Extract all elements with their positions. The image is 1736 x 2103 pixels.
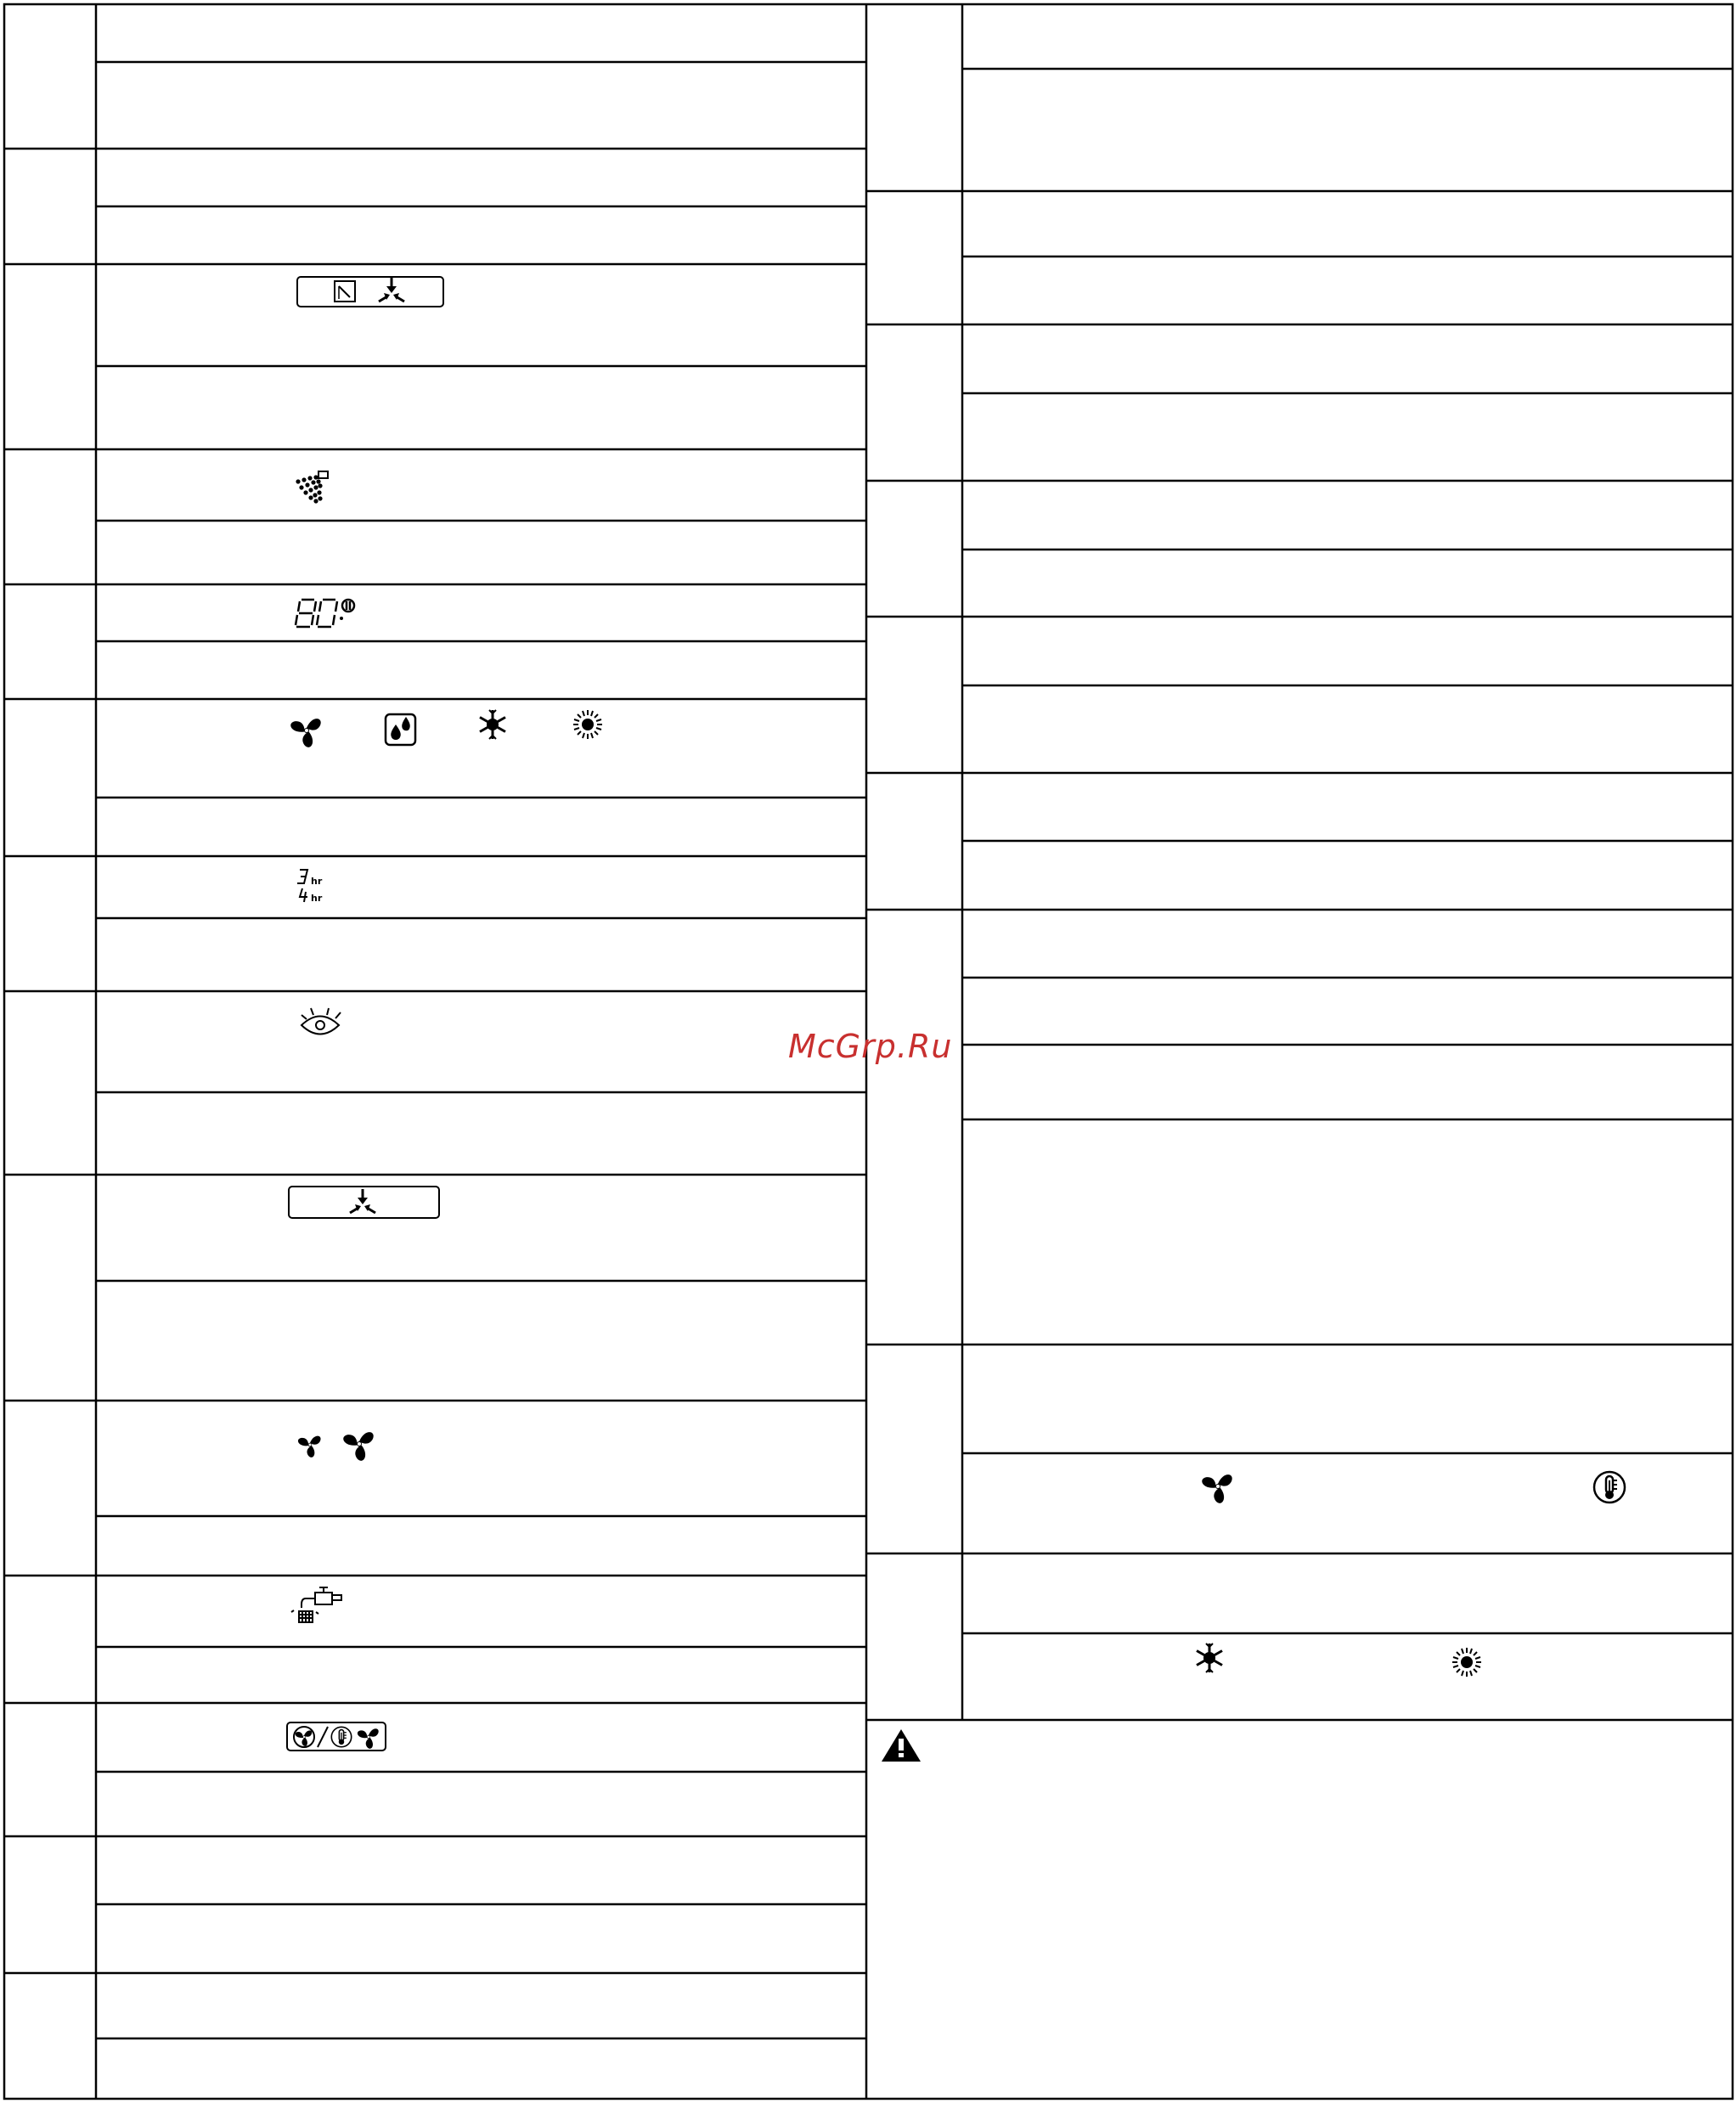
svg-text:hr: hr [311,876,323,887]
snow-fan-icon [294,1727,314,1747]
spray-icon [296,471,328,504]
snowflake-cool-icon [480,710,505,739]
remote-sensor-button-box [297,277,443,307]
fan-icon [1201,1474,1232,1505]
remote-sensor-icon [335,281,355,302]
seven-segment-display-icon [296,600,354,627]
svg-text:hr: hr [311,893,323,904]
dry-drop-icon [386,714,415,745]
thermometer-icon [1594,1472,1625,1503]
sun-heat-icon [573,710,602,739]
sun-heat-icon [1452,1648,1481,1677]
warning-triangle-icon [882,1729,921,1762]
water-tap-filter-icon [291,1587,341,1622]
snowflake-cool-icon [1197,1643,1222,1672]
thermometer-icon [331,1727,351,1746]
airflow-converge-icon [379,278,404,302]
timer-3hr-4hr-icon [297,870,323,904]
slash-divider [318,1727,328,1747]
fan-large-icon [342,1432,374,1463]
watermark: McGrp.Ru [788,1028,953,1065]
airflow-converge-icon [350,1189,375,1213]
fan-icon [290,719,321,749]
fan-small-icon [297,1435,321,1458]
eye-sensor-icon [302,1008,341,1035]
fan-icon [357,1728,379,1750]
